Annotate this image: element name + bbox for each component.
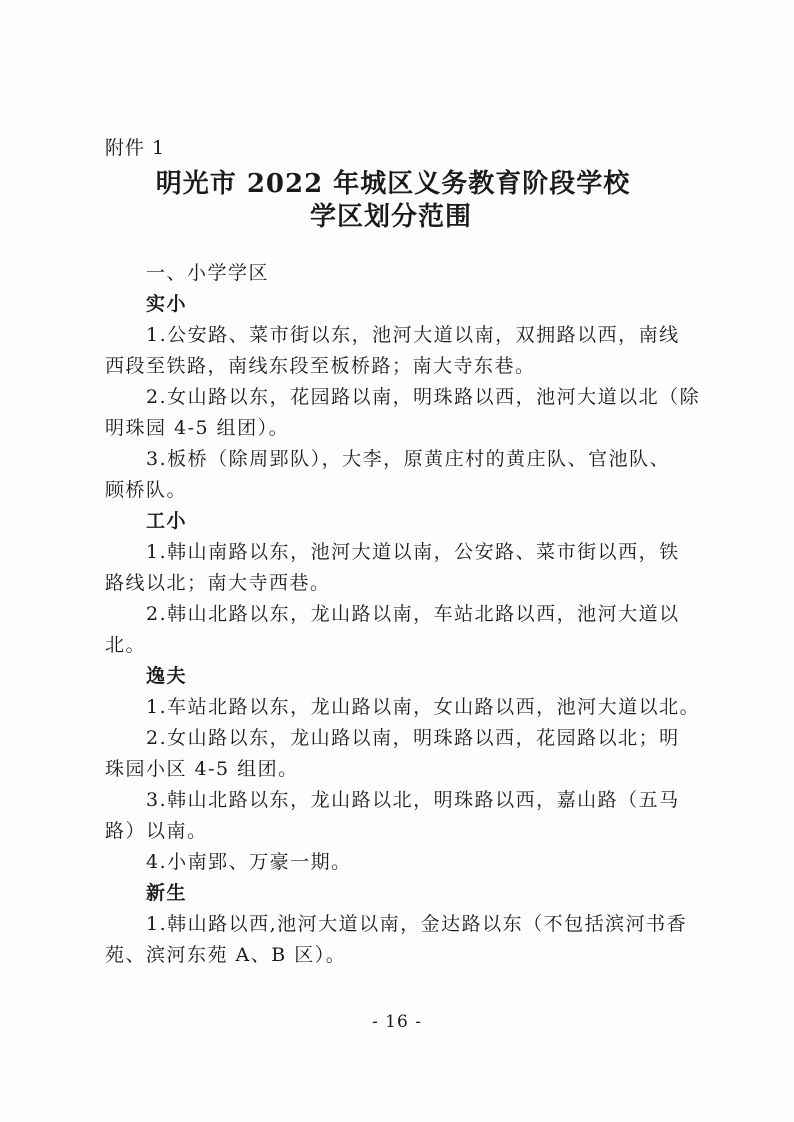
paragraph-line: 西段至铁路，南线东段至板桥路；南大寺东巷。	[105, 355, 536, 377]
school-name-yifu: 逸夫	[146, 665, 188, 687]
document-title-line-1: 明光市 2022 年城区义务教育阶段学校	[155, 169, 631, 199]
paragraph-line: 2.韩山北路以东，龙山路以南，车站北路以西，池河大道以	[146, 603, 680, 625]
school-name-gongxiao: 工小	[146, 510, 188, 532]
page-number: - 16 -	[372, 1012, 422, 1032]
paragraph-line: 1.韩山南路以东，池河大道以南，公安路、菜市街以西，铁	[146, 541, 680, 563]
attachment-label: 附件 1	[105, 137, 166, 159]
paragraph-line: 苑、滨河东苑 A、B 区）。	[105, 944, 347, 966]
document-title-line-2: 学区划分范围	[309, 202, 472, 232]
paragraph-line: 1.公安路、菜市街以东，池河大道以南，双拥路以西，南线	[146, 324, 680, 346]
paragraph-line: 1.韩山路以西,池河大道以南，金达路以东（不包括滨河书香	[146, 913, 688, 935]
school-name-xinsheng: 新生	[146, 882, 188, 904]
paragraph-line: 1.车站北路以东，龙山路以南，女山路以西，池河大道以北。	[146, 696, 701, 718]
paragraph-line: 4.小南郢、万豪一期。	[146, 851, 352, 873]
paragraph-line: 路）以南。	[105, 820, 208, 842]
paragraph-line: 2.女山路以东，龙山路以南，明珠路以西，花园路以北；明	[146, 727, 680, 749]
paragraph-line: 北。	[105, 634, 147, 656]
paragraph-line: 珠园小区 4-5 组团。	[105, 758, 299, 780]
paragraph-line: 路线以北；南大寺西巷。	[105, 572, 331, 594]
school-name-shixiao: 实小	[146, 293, 188, 315]
paragraph-line: 3.韩山北路以东，龙山路以北，明珠路以西，嘉山路（五马	[146, 789, 680, 811]
section-heading: 一、小学学区	[146, 262, 270, 284]
paragraph-line: 2.女山路以东，花园路以南，明珠路以西，池河大道以北（除	[146, 386, 701, 408]
paragraph-line: 明珠园 4-5 组团）。	[105, 417, 290, 439]
paragraph-line: 顾桥队。	[105, 479, 188, 501]
paragraph-line: 3.板桥（除周郢队），大李，原黄庄村的黄庄队、官池队、	[146, 448, 671, 470]
